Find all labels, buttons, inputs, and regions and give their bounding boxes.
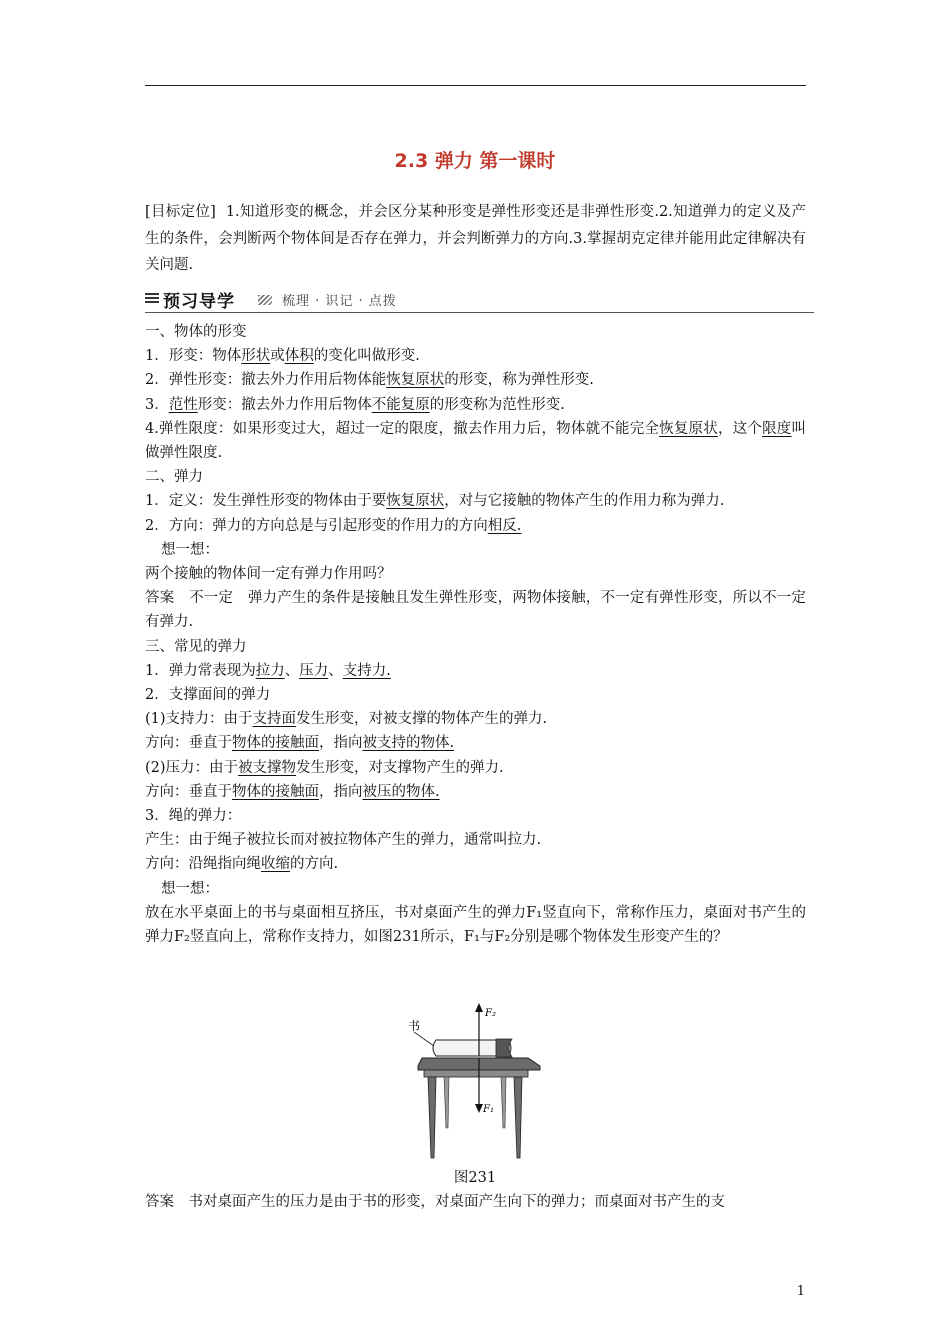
section-subtitle: 梳理 · 识记 · 点拨	[282, 294, 397, 309]
table-leg-left	[428, 1077, 436, 1158]
content-body	[145, 320, 806, 949]
table-apron	[424, 1070, 528, 1077]
item-rope-direction: 方向：沿绳指向绳收缩的方向.	[145, 856, 339, 873]
item-rope-origin: 产生：由于绳子被拉长而对被拉物体产生的弹力，通常叫拉力.	[145, 832, 542, 849]
section-header	[145, 286, 814, 313]
item-definition: 1．定义：发生弹性形变的物体由于要恢复原状，对与它接触的物体产生的作用力称为弹力.	[145, 493, 725, 510]
figure-book-on-table	[400, 1000, 550, 1165]
goal-text: 1.知道形变的概念，并会区分某种形变是弹性形变还是非弹性形变.2.知道弹力的定义及产生的条件，会判断两个物体间是否存在弹力，并会判断弹力的方向.3.掌握胡克定律并能用此定律解决有关问题.	[145, 204, 806, 273]
item-support-surface: 2．支撑面间的弹力	[145, 687, 271, 704]
item-support-direction: 方向：垂直于物体的接触面，指向被支持的物体.	[145, 735, 455, 752]
think-heading-2: 想一想：	[161, 880, 219, 897]
item-plastic-deformation: 3．范性形变：撤去外力作用后物体不能复原的形变称为范性形变.	[145, 396, 565, 413]
goal-paragraph	[145, 199, 806, 279]
header-rule	[145, 85, 806, 86]
f2-label: F₂	[485, 1008, 496, 1019]
goal-tag: [目标定位]	[145, 204, 216, 220]
item-elastic-limit: 4.弹性限度：如果形变过大，超过一定的限度，撤去作用力后，物体就不能完全恢复原状，这个限度叫做弹性限度.	[145, 420, 807, 462]
table-leg-right	[514, 1077, 522, 1158]
answer-line-2: 答案 书对桌面产生的压力是由于书的形变，对桌面产生向下的弹力；而桌面对书产生的支	[145, 1194, 725, 1210]
book-label: 书	[408, 1019, 421, 1033]
item-elastic-deformation: 2．弹性形变：撤去外力作用后物体能恢复原状的形变，称为弹性形变.	[145, 372, 594, 389]
heading-common-forces: 三、常见的弹力	[145, 638, 247, 655]
heading-deformation: 一、物体的形变	[145, 324, 247, 340]
item-force-types: 1．弹力常表现为拉力、压力、支持力.	[145, 662, 391, 679]
think-question-2: 放在水平桌面上的书与桌面相互挤压，书对桌面产生的弹力F₁竖直向下，常称作压力，桌面对书产生的弹力F₂竖直向上，常称作支持力，如图231所示，F₁与F₂分别是哪个物体发生形变产生的？	[145, 904, 806, 946]
book-label-line	[414, 1032, 434, 1046]
table-diagram	[400, 1000, 550, 1165]
item-direction: 2．方向：弹力的方向总是与引起形变的作用力的方向相反.	[145, 517, 522, 534]
section-title: 预习导学	[163, 292, 235, 312]
table-leg-back-right	[501, 1077, 506, 1128]
f1-arrow-head	[475, 1104, 483, 1113]
item-pressure-direction: 方向：垂直于物体的接触面，指向被压的物体.	[145, 783, 440, 800]
heading-elastic-force: 二、弹力	[145, 469, 203, 486]
page-title: 2.3 弹力 第一课时	[394, 150, 556, 172]
page-number: 1	[796, 1284, 805, 1299]
think-heading-1: 想一想：	[161, 541, 219, 558]
think-answer-1: 答案 不一定 弹力产生的条件是接触且发生弹性形变，两物体接触，不一定有弹性形变，所以不一定有弹力.	[145, 590, 806, 631]
f1-label: F₁	[483, 1104, 494, 1115]
item-support-force: (1)支持力：由于支持面发生形变，对被支撑的物体产生的弹力.	[145, 711, 548, 728]
section-hatch-icon	[258, 295, 272, 305]
item-pressure: (2)压力：由于被支撑物发生形变，对支撑物产生的弹力.	[145, 759, 504, 776]
item-deformation: 1．形变：物体形状或体积的变化叫做形变.	[145, 348, 420, 365]
f2-arrow-head	[475, 1003, 483, 1012]
item-rope-force: 3．绳的弹力：	[145, 808, 242, 825]
section-bar-icon	[145, 293, 159, 304]
table-leg-back-left	[444, 1077, 449, 1128]
figure-caption: 图231	[453, 1170, 497, 1186]
think-question-1: 两个接触的物体间一定有弹力作用吗？	[145, 566, 392, 583]
